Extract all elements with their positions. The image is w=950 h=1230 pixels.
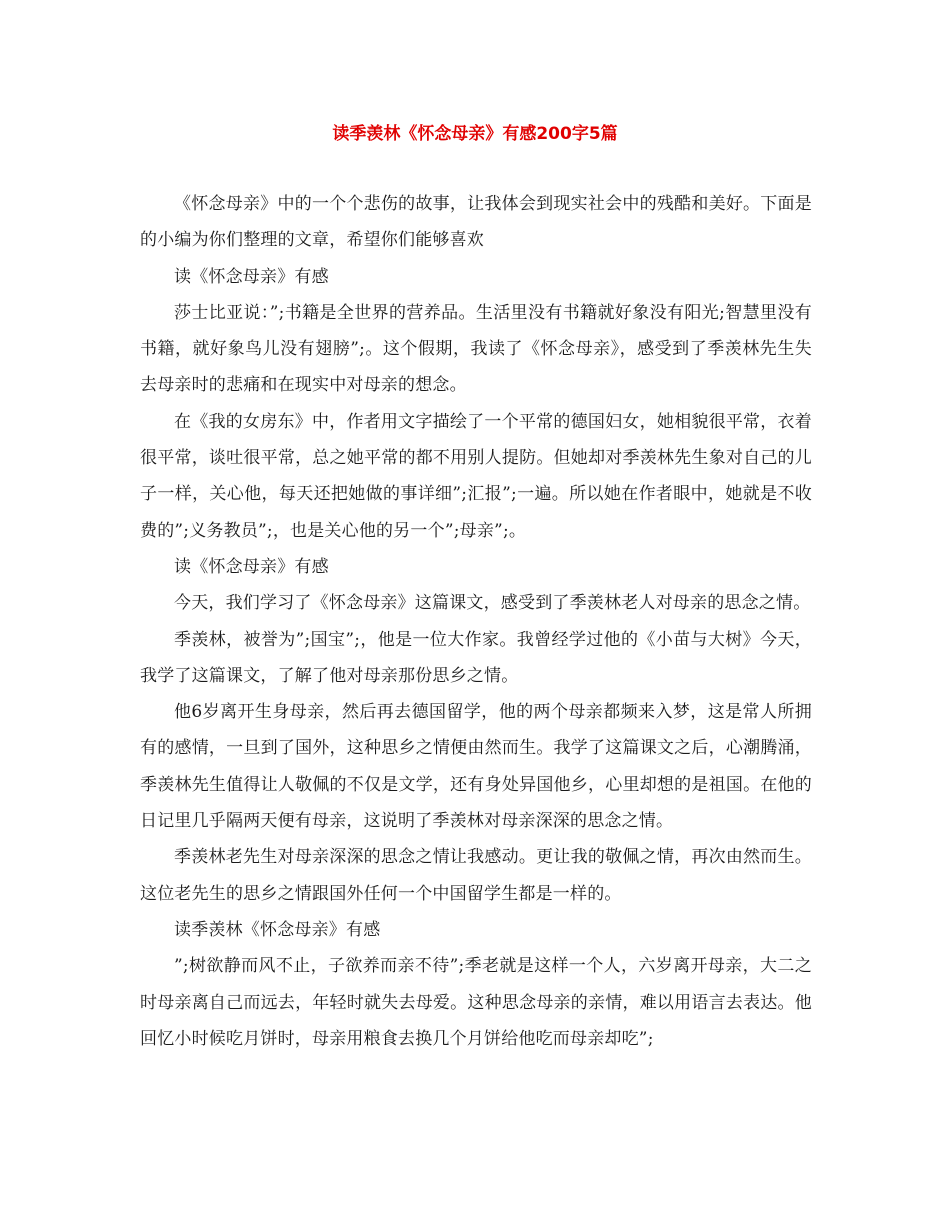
body-paragraph: 他6岁离开生身母亲，然后再去德国留学，他的两个母亲都频来入梦，这是常人所拥有的感情，一旦到了国外，这种思乡之情便由然而生。我学了这篇课文之后，心潮腾涌，季羡林先生值得让人敬佩的不仅是文学，还有身处异国他乡，心里却想的是祖国。在他的日记里几乎隔两天便有母亲，这说明了季羡林对母亲深深的思念之情。 — [140, 702, 812, 832]
intro-paragraph: 《怀念母亲》中的一个个悲伤的故事，让我体会到现实社会中的残酷和美好。下面是的小编为你们整理的文章，希望你们能够喜欢 — [140, 194, 812, 251]
body-paragraph: 季羡林老先生对母亲深深的思念之情让我感动。更让我的敬佩之情，再次由然而生。这位老先生的思乡之情跟国外任何一个中国留学生都是一样的。 — [140, 847, 812, 904]
body-paragraph: 季羡林，被誉为”;国宝”;，他是一位大作家。我曾经学过他的《小苗与大树》今天，我学了这篇课文，了解了他对母亲那份思乡之情。 — [140, 629, 812, 686]
section-heading: 读季羡林《怀念母亲》有感 — [174, 919, 381, 940]
section-heading: 读《怀念母亲》有感 — [174, 556, 329, 577]
section-heading: 读《怀念母亲》有感 — [174, 266, 329, 287]
body-paragraph: 在《我的女房东》中，作者用文字描绘了一个平常的德国妇女，她相貌很平常，衣着很平常，谈吐很平常，总之她平常的都不用别人提防。但她却对季羡林先生象对自己的儿子一样，关心他，每天还把她做的事详细”;汇报”;一遍。所以她在作者眼中，她就是不收费的”;义务教员”;，也是关心他的另一个”;母亲”;。 — [140, 411, 812, 541]
body-paragraph: 今天，我们学习了《怀念母亲》这篇课文，感受到了季羡林老人对母亲的思念之情。 — [174, 593, 811, 614]
body-paragraph: 莎士比亚说：”;书籍是全世界的营养品。生活里没有书籍就好象没有阳光;智慧里没有书籍，就好象鸟儿没有翅膀”;。这个假期，我读了《怀念母亲》，感受到了季羡林先生失去母亲时的悲痛和在现实中对母亲的想念。 — [140, 302, 812, 396]
document-title: 读季羡林《怀念母亲》有感200字5篇 — [332, 124, 618, 144]
document-body — [140, 186, 812, 1057]
body-paragraph: ”;树欲静而风不止，子欲养而亲不待”;季老就是这样一个人，六岁离开母亲，大二之时母亲离自己而远去，年轻时就失去母爱。这种思念母亲的亲情，难以用语言去表达。他回忆小时候吃月饼时，母亲用粮食去换几个月饼给他吃而母亲却吃”; — [140, 956, 812, 1049]
